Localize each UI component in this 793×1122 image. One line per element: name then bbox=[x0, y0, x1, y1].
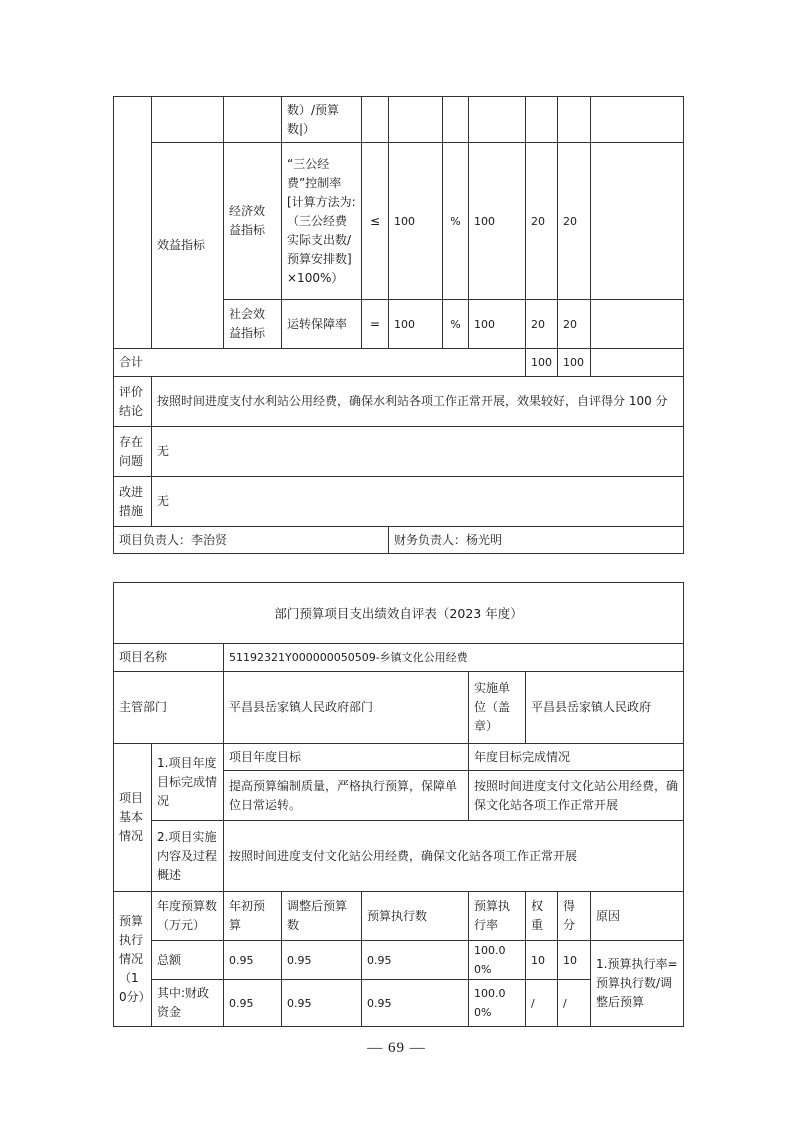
level2-cell bbox=[152, 97, 224, 143]
finance-lead: 财务负责人：杨光明 bbox=[389, 527, 684, 554]
budget-label: 预算执行情况（10分） bbox=[114, 892, 152, 1027]
budget-header: 权重 bbox=[526, 892, 558, 941]
problems-row bbox=[114, 427, 684, 477]
total-label: 合计 bbox=[114, 349, 526, 377]
econ-indicator: “三公经费”控制率[计算方法为:（三公经费实际支出数/预算安排数]×100%） bbox=[282, 143, 362, 300]
social-score: 20 bbox=[558, 300, 591, 349]
social-unit: % bbox=[443, 300, 469, 349]
budget-header: 预算执行率 bbox=[469, 892, 526, 941]
budget-adjusted: 0.95 bbox=[282, 941, 362, 980]
level1-cell bbox=[114, 97, 152, 349]
measures-label: 改进措施 bbox=[114, 477, 152, 527]
econ-actual: 100 bbox=[469, 143, 526, 300]
econ-target: 100 bbox=[389, 143, 443, 300]
table-row bbox=[114, 143, 684, 300]
impl-content-text: 按照时间进度支付文化站公用经费，确保文化站各项工作正常开展 bbox=[224, 821, 684, 892]
table-row bbox=[114, 97, 684, 143]
total-row bbox=[114, 349, 684, 377]
budget-reason: 1.预算执行率=预算执行数/调整后预算 bbox=[591, 941, 684, 1027]
budget-rate: 100.00% bbox=[469, 941, 526, 980]
goal-text: 提高预算编制质量，严格执行预算，保障单位日常运转。 bbox=[224, 771, 469, 821]
goal-col-header: 项目年度目标 bbox=[224, 744, 469, 771]
budget-weight: 10 bbox=[526, 941, 558, 980]
signature-row bbox=[114, 527, 684, 554]
project-name-value: 51192321Y000000050509-乡镇文化公用经费 bbox=[224, 644, 684, 672]
budget-weight: / bbox=[526, 980, 558, 1027]
title-row bbox=[114, 583, 684, 644]
budget-header: 得分 bbox=[558, 892, 591, 941]
budget-row bbox=[114, 941, 684, 980]
impl-value: 平昌县岳家镇人民政府 bbox=[526, 672, 684, 744]
budget-score: 10 bbox=[558, 941, 591, 980]
indicator-cell: 数）/预算数|） bbox=[282, 97, 362, 143]
project-name-row bbox=[114, 644, 684, 672]
performance-self-eval-table bbox=[113, 582, 684, 1027]
measures-row bbox=[114, 477, 684, 527]
budget-row-label: 其中:财政资金 bbox=[152, 980, 224, 1027]
goal-label: 1.项目年度目标完成情况 bbox=[152, 744, 224, 821]
problems-text: 无 bbox=[152, 427, 684, 477]
table-title: 部门预算项目支出绩效自评表（2023 年度） bbox=[114, 583, 684, 644]
budget-header: 原因 bbox=[591, 892, 684, 941]
social-weight: 20 bbox=[526, 300, 558, 349]
benefit-label: 效益指标 bbox=[152, 143, 224, 349]
impl-content-row bbox=[114, 821, 684, 892]
goal-header-row bbox=[114, 744, 684, 771]
dept-label: 主管部门 bbox=[114, 672, 224, 744]
econ-score: 20 bbox=[558, 143, 591, 300]
social-sub-label: 社会效益指标 bbox=[224, 300, 282, 349]
social-indicator: 运转保障率 bbox=[282, 300, 362, 349]
dept-value: 平昌县岳家镇人民政府部门 bbox=[224, 672, 469, 744]
page-number: — 69 — bbox=[367, 1040, 426, 1056]
budget-executed: 0.95 bbox=[362, 980, 469, 1027]
budget-row-label: 总额 bbox=[152, 941, 224, 980]
econ-weight: 20 bbox=[526, 143, 558, 300]
budget-adjusted: 0.95 bbox=[282, 980, 362, 1027]
performance-table-continued bbox=[113, 96, 684, 554]
budget-score: / bbox=[558, 980, 591, 1027]
basic-label: 项目基本情况 bbox=[114, 744, 152, 892]
problems-label: 存在问题 bbox=[114, 427, 152, 477]
budget-header-row bbox=[114, 892, 684, 941]
conclusion-label: 评价结论 bbox=[114, 377, 152, 427]
econ-sub-label: 经济效益指标 bbox=[224, 143, 282, 300]
budget-initial: 0.95 bbox=[224, 980, 282, 1027]
budget-header: 年度预算数（万元） bbox=[152, 892, 224, 941]
social-actual: 100 bbox=[469, 300, 526, 349]
impl-content-label: 2.项目实施内容及过程概述 bbox=[152, 821, 224, 892]
budget-header: 调整后预算数 bbox=[282, 892, 362, 941]
measures-text: 无 bbox=[152, 477, 684, 527]
project-name-label: 项目名称 bbox=[114, 644, 224, 672]
completion-col-header: 年度目标完成情况 bbox=[469, 744, 684, 771]
econ-unit: % bbox=[443, 143, 469, 300]
project-lead: 项目负责人：李治贤 bbox=[114, 527, 389, 554]
social-target: 100 bbox=[389, 300, 443, 349]
dept-row bbox=[114, 672, 684, 744]
completion-text: 按照时间进度支付文化站公用经费，确保文化站各项工作正常开展 bbox=[469, 771, 684, 821]
budget-rate: 100.00% bbox=[469, 980, 526, 1027]
budget-initial: 0.95 bbox=[224, 941, 282, 980]
budget-executed: 0.95 bbox=[362, 941, 469, 980]
social-operator: = bbox=[362, 300, 389, 349]
conclusion-text: 按照时间进度支付水利站公用经费，确保水利站各项工作正常开展，效果较好，自评得分 100 分 bbox=[152, 377, 684, 427]
level3-cell bbox=[224, 97, 282, 143]
conclusion-row bbox=[114, 377, 684, 427]
budget-header: 年初预算 bbox=[224, 892, 282, 941]
total-score: 100 bbox=[558, 349, 591, 377]
econ-operator: ≤ bbox=[362, 143, 389, 300]
total-weight: 100 bbox=[526, 349, 558, 377]
budget-header: 预算执行数 bbox=[362, 892, 469, 941]
impl-label: 实施单位（盖章） bbox=[469, 672, 526, 744]
